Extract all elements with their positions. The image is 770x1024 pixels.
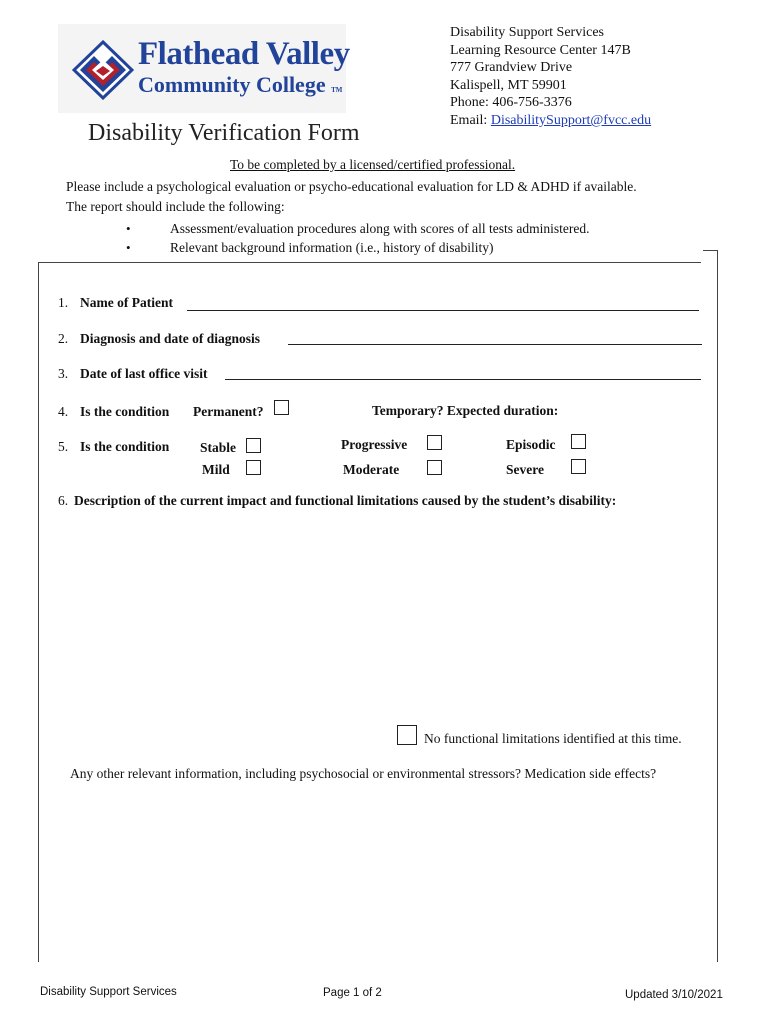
logo-trademark: TM — [331, 86, 343, 94]
mild-label: Mild — [202, 462, 230, 477]
question-2-label: Diagnosis and date of diagnosis — [80, 331, 261, 346]
footer-page-number: Page 1 of 2 — [323, 987, 382, 999]
mountain-logo-icon — [72, 40, 134, 100]
severe-checkbox[interactable] — [571, 459, 586, 474]
logo-text-line1: Flathead Valley — [138, 36, 350, 72]
form-frame-right-cap — [703, 250, 718, 251]
bullet-marker: • — [126, 221, 131, 236]
other-info-label: Any other relevant information, including psychosocial or environmental stressors? Medication side effects? — [70, 766, 657, 781]
moderate-label: Moderate — [343, 462, 400, 477]
contact-phone: Phone: 406-756-3376 — [450, 95, 572, 111]
episodic-label: Episodic — [506, 437, 556, 452]
contact-email-row — [450, 112, 651, 130]
instructions-line2: The report should include the following: — [66, 199, 285, 214]
question-5-label: Is the condition — [80, 439, 170, 454]
bullet-marker: • — [126, 240, 131, 255]
question-1-number: 1. — [58, 295, 69, 310]
name-of-patient-field[interactable] — [187, 310, 699, 311]
question-3-number: 3. — [58, 366, 69, 381]
footer-left: Disability Support Services — [40, 986, 177, 998]
no-limitations-label: No functional limitations identified at this time. — [424, 731, 682, 746]
question-3-label: Date of last office visit — [80, 366, 208, 381]
question-2-number: 2. — [58, 331, 69, 346]
contact-block — [450, 24, 651, 130]
form-title: Disability Verification Form — [88, 120, 360, 146]
contact-room: Learning Resource Center 147B — [450, 42, 631, 58]
progressive-label: Progressive — [341, 437, 408, 452]
instructions-line1: Please include a psychological evaluation or psycho-educational evaluation for LD & ADHD if available. — [66, 179, 637, 194]
contact-street: 777 Grandview Drive — [450, 60, 573, 76]
moderate-checkbox[interactable] — [427, 460, 442, 475]
form-frame-left — [38, 262, 39, 962]
temporary-label: Temporary? Expected duration: — [372, 403, 559, 418]
question-6-number: 6. — [58, 493, 69, 508]
footer-updated-date: Updated 3/10/2021 — [625, 989, 723, 1001]
question-5-number: 5. — [58, 439, 69, 454]
logo-text-line2: Community College TM — [138, 72, 343, 97]
severe-label: Severe — [506, 462, 544, 477]
form-frame-right — [717, 250, 718, 962]
question-4-number: 4. — [58, 404, 69, 419]
contact-email-label: Email: — [450, 112, 491, 128]
contact-city: Kalispell, MT 59901 — [450, 77, 567, 93]
diagnosis-field[interactable] — [288, 344, 702, 345]
bullet-item: Relevant background information (i.e., history of disability) — [170, 240, 494, 255]
bullet-item: Assessment/evaluation procedures along with scores of all tests administered. — [170, 221, 590, 236]
question-6-label: Description of the current impact and functional limitations caused by the student’s disability: — [74, 493, 617, 508]
stable-checkbox[interactable] — [246, 438, 261, 453]
other-info-area[interactable] — [60, 790, 700, 950]
no-limitations-checkbox[interactable] — [397, 725, 417, 745]
question-4-label: Is the condition — [80, 404, 170, 419]
question-1-label: Name of Patient — [80, 295, 173, 310]
permanent-checkbox[interactable] — [274, 400, 289, 415]
instructions-subtitle: To be completed by a licensed/certified professional. — [230, 157, 516, 172]
permanent-label: Permanent? — [193, 404, 264, 419]
form-frame-top — [38, 262, 701, 263]
episodic-checkbox[interactable] — [571, 434, 586, 449]
last-visit-field[interactable] — [225, 379, 701, 380]
impact-description-area[interactable] — [60, 515, 700, 715]
college-logo — [58, 24, 350, 113]
mild-checkbox[interactable] — [246, 460, 261, 475]
stable-label: Stable — [200, 440, 237, 455]
contact-org: Disability Support Services — [450, 25, 604, 40]
progressive-checkbox[interactable] — [427, 435, 442, 450]
contact-email-link[interactable]: DisabilitySupport@fvcc.edu — [490, 112, 652, 128]
